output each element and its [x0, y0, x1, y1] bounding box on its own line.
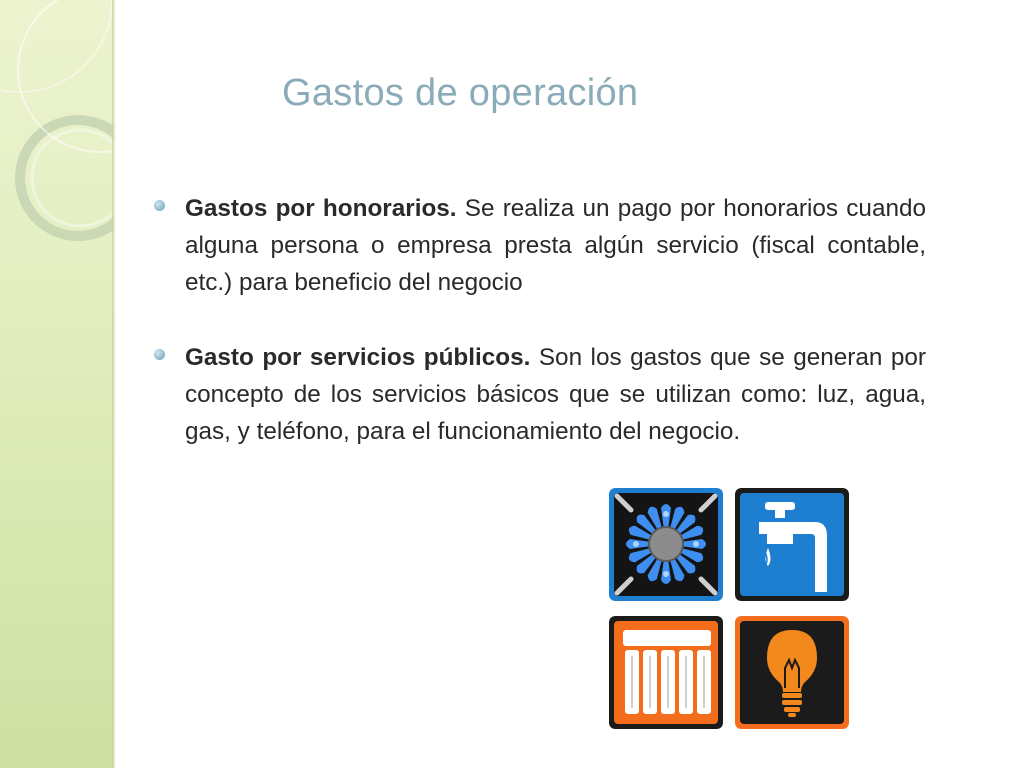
bullet-text: Son los gastos que se generan por concepto de los servicios básicos que se utilizan como: luz, agua, gas, y teléfono, para el funcionamiento del negocio. — [185, 344, 926, 445]
bullet-dot — [154, 200, 165, 211]
side-band-edge — [112, 0, 116, 768]
decorative-side-band — [0, 0, 114, 768]
water-faucet-icon — [735, 488, 849, 601]
bullet-term: Gastos por honorarios. — [185, 195, 457, 222]
bullet-list — [150, 190, 926, 488]
light-bulb-icon — [735, 616, 849, 729]
radiator-icon — [609, 616, 723, 729]
slide-title: Gastos de operación — [282, 72, 639, 114]
bullet-term: Gasto por servicios públicos. — [185, 344, 531, 371]
bullet-paragraph — [185, 339, 926, 450]
gas-burner-icon — [609, 488, 723, 601]
bullet-paragraph — [185, 190, 926, 301]
bullet-item-servicios-publicos — [150, 339, 926, 450]
utility-icons-grid — [607, 488, 851, 730]
bullet-dot — [154, 349, 165, 360]
bullet-item-honorarios — [150, 190, 926, 301]
bullet-text: Se realiza un pago por honorarios cuando alguna persona o empresa presta algún servicio (fiscal contable, etc.) para beneficio del negocio — [185, 195, 926, 296]
decorative-circles — [0, 0, 114, 768]
